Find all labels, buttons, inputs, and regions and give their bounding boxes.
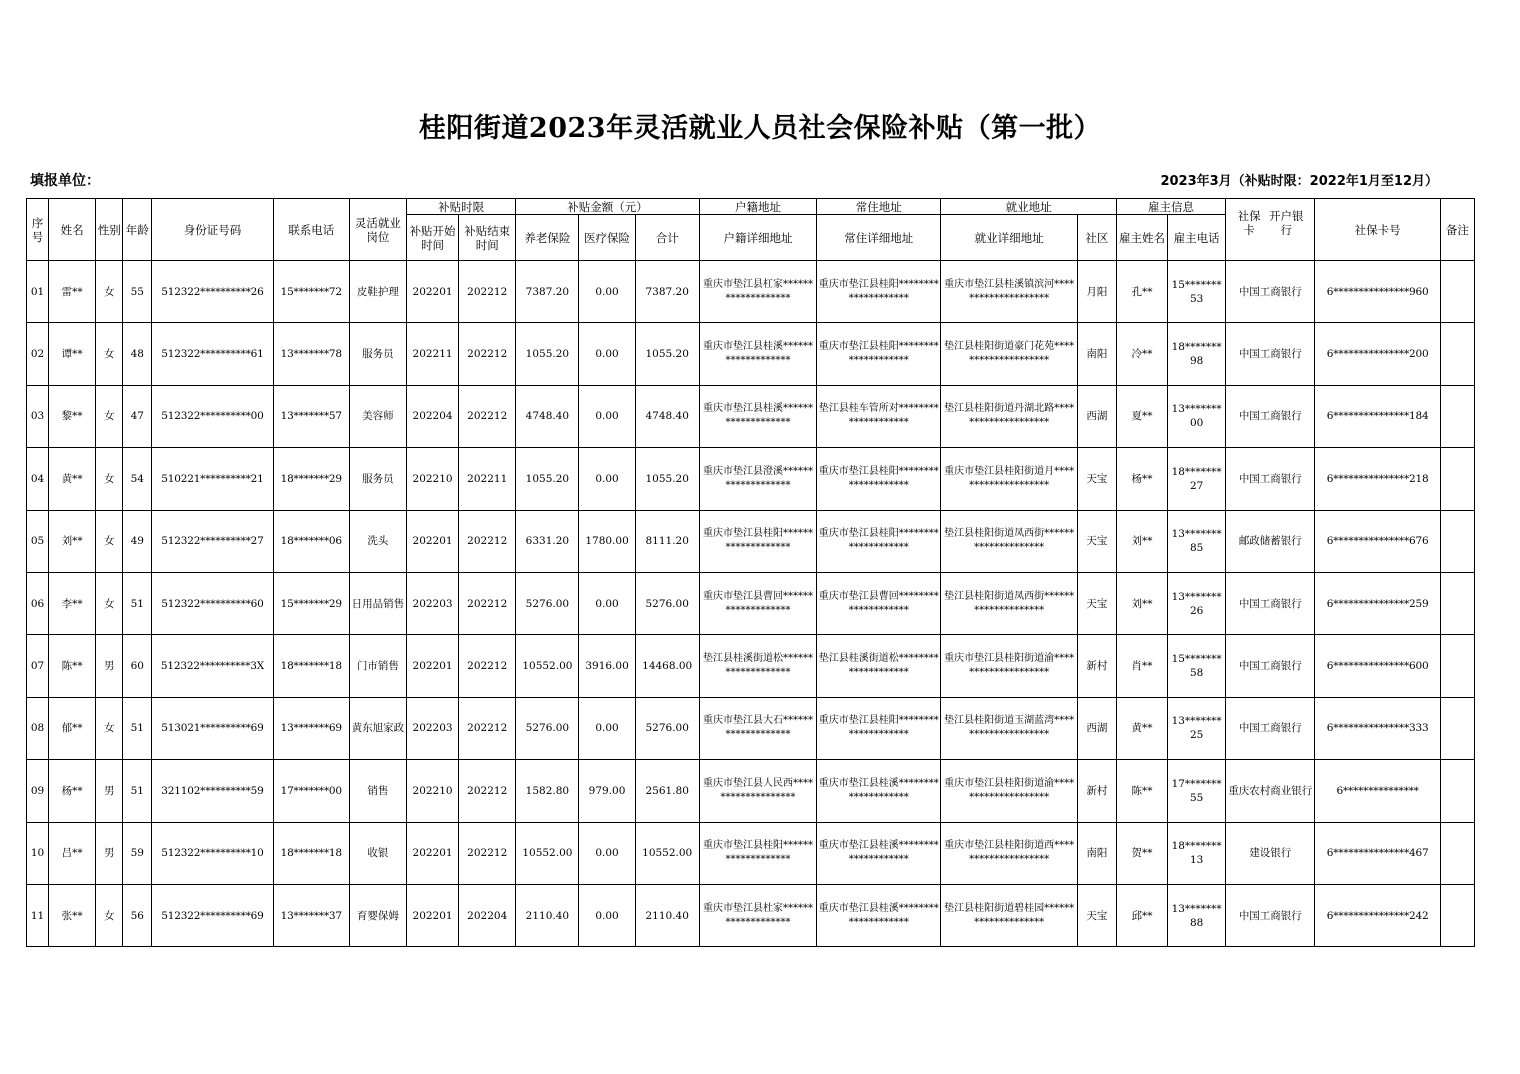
cell-community: 南阳 [1077,323,1116,385]
cell-post: 育婴保姆 [349,884,406,946]
cell-end: 202212 [459,385,516,447]
cell-age: 51 [123,572,152,634]
cell-phone: 13*******69 [273,697,349,759]
cell-post: 皮鞋护理 [349,261,406,323]
table-row [27,261,1475,323]
header-bank-left: 社保卡 [1237,208,1261,237]
cell-total: 2561.80 [635,760,699,822]
cell-employer-phone: 18*******98 [1168,323,1226,385]
cell-changzhu-address: 重庆市垫江县桂阳******************** [817,323,941,385]
cell-phone: 17*******00 [273,760,349,822]
cell-pension: 7387.20 [516,261,579,323]
cell-phone: 18*******18 [273,635,349,697]
cell-remark [1440,697,1474,759]
cell-jiuye-address: 垫江县桂阳街道玉湖蓝湾******************** [941,697,1077,759]
cell-end: 202212 [459,323,516,385]
cell-remark [1440,261,1474,323]
cell-end: 202212 [459,572,516,634]
cell-medical: 1780.00 [579,510,635,572]
cell-pension: 1055.20 [516,448,579,510]
page-title: 桂阳街道2023年灵活就业人员社会保险补贴（第一批） [418,113,1102,144]
cell-id: 512322**********3X [152,635,273,697]
header-bank-split [1227,209,1313,237]
cell-seq: 05 [27,510,49,572]
cell-community: 西湖 [1077,385,1116,447]
cell-changzhu-address: 垫江县桂溪街道松******************** [817,635,941,697]
cell-age: 47 [123,385,152,447]
cell-name: 黎** [49,385,96,447]
cell-community: 天宝 [1077,510,1116,572]
cell-employer-name: 刘** [1116,572,1167,634]
cell-employer-phone: 13*******00 [1168,385,1226,447]
cell-post: 服务员 [349,448,406,510]
cell-changzhu-address: 重庆市垫江县桂阳******************** [817,510,941,572]
header-medical: 医疗保险 [579,215,635,261]
cell-employer-name: 孔** [1116,261,1167,323]
cell-phone: 15*******72 [273,261,349,323]
cell-remark [1440,760,1474,822]
cell-id: 512322**********61 [152,323,273,385]
table-body [27,261,1475,947]
cell-pension: 2110.40 [516,884,579,946]
header-employer-phone: 雇主电话 [1168,215,1226,261]
table-row [27,448,1475,510]
cell-total: 5276.00 [635,697,699,759]
cell-id: 512322**********00 [152,385,273,447]
header-employer-group: 雇主信息 [1116,199,1225,215]
cell-name: 张** [49,884,96,946]
cell-gender: 女 [96,572,123,634]
cell-phone: 15*******29 [273,572,349,634]
cell-seq: 06 [27,572,49,634]
cell-pension: 5276.00 [516,572,579,634]
table-row [27,822,1475,884]
cell-huji-address: 重庆市垫江县杜家******************* [699,884,816,946]
cell-seq: 08 [27,697,49,759]
cell-huji-address: 重庆市垫江县杠家******************* [699,261,816,323]
cell-pension: 10552.00 [516,822,579,884]
cell-card: 6***************600 [1315,635,1440,697]
header-gender: 性别 [96,199,123,261]
cell-medical: 3916.00 [579,635,635,697]
cell-end: 202212 [459,760,516,822]
cell-post: 服务员 [349,323,406,385]
cell-employer-name: 刘** [1116,510,1167,572]
cell-end: 202212 [459,261,516,323]
cell-start: 202203 [407,697,459,759]
cell-card: 6***************200 [1315,323,1440,385]
cell-seq: 11 [27,884,49,946]
cell-name: 陈** [49,635,96,697]
table-row [27,385,1475,447]
cell-name: 谭** [49,323,96,385]
cell-huji-address: 重庆市垫江县澄溪******************* [699,448,816,510]
header-card: 社保卡号 [1315,199,1440,261]
cell-start: 202201 [407,822,459,884]
header-row-group [27,199,1475,215]
cell-phone: 13*******37 [273,884,349,946]
cell-changzhu-address: 重庆市垫江县桂溪******************** [817,822,941,884]
reporting-unit-label: 填报单位： [30,173,100,189]
cell-post: 日用品销售 [349,572,406,634]
cell-huji-address: 重庆市垫江县曹回******************* [699,572,816,634]
cell-jiuye-address: 重庆市垫江县桂阳街道月******************** [941,448,1077,510]
cell-jiuye-address: 垫江县桂阳街道碧桂园******************** [941,884,1077,946]
cell-community: 月阳 [1077,261,1116,323]
cell-gender: 男 [96,635,123,697]
cell-name: 黄** [49,448,96,510]
cell-remark [1440,385,1474,447]
cell-employer-phone: 15*******58 [1168,635,1226,697]
cell-start: 202201 [407,635,459,697]
cell-age: 54 [123,448,152,510]
header-jiuye-group: 就业地址 [941,199,1116,215]
cell-seq: 09 [27,760,49,822]
cell-huji-address: 重庆市垫江县大石******************* [699,697,816,759]
cell-total: 4748.40 [635,385,699,447]
cell-seq: 01 [27,261,49,323]
cell-huji-address: 重庆市垫江县桂溪******************* [699,385,816,447]
cell-community: 新村 [1077,635,1116,697]
cell-jiuye-address: 重庆市垫江县桂阳街道西******************** [941,822,1077,884]
cell-medical: 0.00 [579,697,635,759]
cell-employer-phone: 18*******27 [1168,448,1226,510]
cell-bank: 中国工商银行 [1226,448,1315,510]
cell-employer-name: 冷** [1116,323,1167,385]
cell-pension: 4748.40 [516,385,579,447]
table-row [27,697,1475,759]
cell-age: 56 [123,884,152,946]
cell-remark [1440,510,1474,572]
cell-name: 郁** [49,697,96,759]
cell-id: 512322**********10 [152,822,273,884]
cell-name: 杨** [49,760,96,822]
cell-start: 202201 [407,261,459,323]
cell-card: 6***************259 [1315,572,1440,634]
cell-huji-address: 重庆市垫江县桂阳******************* [699,510,816,572]
cell-card: 6***************218 [1315,448,1440,510]
cell-post: 门市销售 [349,635,406,697]
cell-id: 512322**********27 [152,510,273,572]
cell-employer-name: 黄** [1116,697,1167,759]
table-row [27,572,1475,634]
cell-gender: 女 [96,323,123,385]
header-huji-detail: 户籍详细地址 [699,215,816,261]
cell-end: 202211 [459,448,516,510]
cell-jiuye-address: 重庆市垫江县桂阳街道渝******************** [941,760,1077,822]
cell-post: 收银 [349,822,406,884]
header-remark: 备注 [1440,199,1474,261]
cell-remark [1440,884,1474,946]
cell-bank: 中国工商银行 [1226,884,1315,946]
cell-card: 6***************676 [1315,510,1440,572]
cell-jiuye-address: 重庆市垫江县桂溪镇滨河******************** [941,261,1077,323]
cell-start: 202204 [407,385,459,447]
cell-phone: 13*******57 [273,385,349,447]
cell-remark [1440,448,1474,510]
cell-seq: 03 [27,385,49,447]
cell-bank: 中国工商银行 [1226,572,1315,634]
cell-medical: 0.00 [579,323,635,385]
header-post: 灵活就业岗位 [349,199,406,261]
cell-card: 6***************467 [1315,822,1440,884]
header-phone: 联系电话 [273,199,349,261]
cell-age: 51 [123,760,152,822]
cell-id: 512322**********26 [152,261,273,323]
cell-bank: 中国工商银行 [1226,323,1315,385]
header-bank [1226,199,1315,261]
cell-medical: 0.00 [579,884,635,946]
cell-end: 202212 [459,697,516,759]
cell-card: 6*************** [1315,760,1440,822]
cell-age: 48 [123,323,152,385]
cell-huji-address: 重庆市垫江县桂阳******************* [699,822,816,884]
cell-name: 刘** [49,510,96,572]
cell-changzhu-address: 重庆市垫江县桂溪******************** [817,884,941,946]
table-row [27,510,1475,572]
cell-pension: 6331.20 [516,510,579,572]
cell-id: 513021**********69 [152,697,273,759]
cell-employer-name: 陈** [1116,760,1167,822]
cell-card: 6***************184 [1315,385,1440,447]
cell-employer-name: 肖** [1116,635,1167,697]
cell-remark [1440,572,1474,634]
cell-post: 销售 [349,760,406,822]
cell-bank: 中国工商银行 [1226,261,1315,323]
cell-pension: 10552.00 [516,635,579,697]
cell-start: 202210 [407,448,459,510]
cell-age: 60 [123,635,152,697]
cell-employer-phone: 13*******25 [1168,697,1226,759]
cell-employer-phone: 13*******26 [1168,572,1226,634]
cell-jiuye-address: 垫江县桂阳街道凤西街******************** [941,510,1077,572]
cell-gender: 女 [96,261,123,323]
cell-pension: 5276.00 [516,697,579,759]
table-row [27,760,1475,822]
cell-employer-phone: 13*******85 [1168,510,1226,572]
cell-medical: 0.00 [579,572,635,634]
cell-phone: 13*******78 [273,323,349,385]
table-row [27,635,1475,697]
cell-bank: 中国工商银行 [1226,385,1315,447]
cell-huji-address: 垫江县桂溪街道松******************* [699,635,816,697]
header-employer-name: 雇主姓名 [1116,215,1167,261]
cell-employer-name: 贺** [1116,822,1167,884]
cell-bank: 邮政储蓄银行 [1226,510,1315,572]
cell-total: 1055.20 [635,323,699,385]
cell-start: 202201 [407,884,459,946]
cell-remark [1440,635,1474,697]
cell-end: 202212 [459,635,516,697]
cell-bank: 中国工商银行 [1226,697,1315,759]
cell-jiuye-address: 垫江县桂阳街道丹湖北路******************** [941,385,1077,447]
header-changzhu-detail: 常住详细地址 [817,215,941,261]
cell-total: 8111.20 [635,510,699,572]
cell-name: 吕** [49,822,96,884]
cell-community: 天宝 [1077,884,1116,946]
header-end: 补贴结束时间 [459,215,516,261]
header-seq: 序号 [27,199,49,261]
cell-total: 10552.00 [635,822,699,884]
cell-community: 天宝 [1077,448,1116,510]
cell-start: 202210 [407,760,459,822]
cell-name: 李** [49,572,96,634]
header-amount-group: 补贴金额（元） [516,199,700,215]
cell-total: 2110.40 [635,884,699,946]
header-community: 社区 [1077,215,1116,261]
cell-end: 202212 [459,822,516,884]
cell-start: 202211 [407,323,459,385]
cell-changzhu-address: 重庆市垫江县曹回******************** [817,572,941,634]
cell-bank: 重庆农村商业银行 [1226,760,1315,822]
cell-gender: 女 [96,448,123,510]
cell-gender: 男 [96,822,123,884]
cell-pension: 1582.80 [516,760,579,822]
cell-id: 512322**********69 [152,884,273,946]
cell-phone: 18*******29 [273,448,349,510]
header-id: 身份证号码 [152,199,273,261]
cell-changzhu-address: 重庆市垫江县桂阳******************** [817,261,941,323]
cell-employer-phone: 15*******53 [1168,261,1226,323]
cell-medical: 0.00 [579,822,635,884]
cell-remark [1440,323,1474,385]
header-age: 年龄 [123,199,152,261]
cell-post: 黄东旭家政 [349,697,406,759]
report-period: 2023年3月（补贴时限：2022年1月至12月） [1160,174,1438,189]
cell-age: 49 [123,510,152,572]
header-changzhu-group: 常住地址 [817,199,941,215]
cell-employer-phone: 18*******13 [1168,822,1226,884]
cell-huji-address: 重庆市垫江县桂溪******************* [699,323,816,385]
cell-medical: 979.00 [579,760,635,822]
header-period-group: 补贴时限 [407,199,516,215]
header-pension: 养老保险 [516,215,579,261]
cell-total: 5276.00 [635,572,699,634]
cell-changzhu-address: 重庆市垫江县桂阳******************** [817,448,941,510]
cell-name: 雷** [49,261,96,323]
cell-community: 西湖 [1077,697,1116,759]
cell-gender: 女 [96,510,123,572]
cell-employer-phone: 17*******55 [1168,760,1226,822]
cell-changzhu-address: 重庆市垫江县桂溪******************** [817,760,941,822]
cell-gender: 女 [96,697,123,759]
cell-gender: 男 [96,760,123,822]
cell-medical: 0.00 [579,385,635,447]
cell-phone: 18*******06 [273,510,349,572]
cell-seq: 10 [27,822,49,884]
cell-bank: 建设银行 [1226,822,1315,884]
cell-card: 6***************242 [1315,884,1440,946]
cell-age: 55 [123,261,152,323]
cell-community: 天宝 [1077,572,1116,634]
cell-pension: 1055.20 [516,323,579,385]
cell-id: 512322**********60 [152,572,273,634]
cell-phone: 18*******18 [273,822,349,884]
cell-id: 510221**********21 [152,448,273,510]
cell-employer-name: 夏** [1116,385,1167,447]
cell-employer-phone: 13*******88 [1168,884,1226,946]
cell-medical: 0.00 [579,448,635,510]
cell-huji-address: 重庆市垫江县人民西******************* [699,760,816,822]
table-row [27,323,1475,385]
header-bank-right: 开户银行 [1268,208,1304,237]
cell-remark [1440,822,1474,884]
cell-card: 6***************960 [1315,261,1440,323]
cell-gender: 女 [96,385,123,447]
cell-age: 59 [123,822,152,884]
cell-seq: 02 [27,323,49,385]
cell-end: 202204 [459,884,516,946]
cell-jiuye-address: 垫江县桂阳街道豪门花苑******************** [941,323,1077,385]
cell-employer-name: 邱** [1116,884,1167,946]
cell-community: 新村 [1077,760,1116,822]
cell-end: 202212 [459,510,516,572]
cell-total: 1055.20 [635,448,699,510]
cell-id: 321102**********59 [152,760,273,822]
cell-medical: 0.00 [579,261,635,323]
cell-seq: 04 [27,448,49,510]
cell-community: 南阳 [1077,822,1116,884]
cell-gender: 女 [96,884,123,946]
header-name: 姓名 [49,199,96,261]
cell-start: 202201 [407,510,459,572]
header-jiuye-detail: 就业详细地址 [941,215,1077,261]
cell-total: 7387.20 [635,261,699,323]
header-start: 补贴开始时间 [407,215,459,261]
cell-changzhu-address: 垫江县桂车管所对******************** [817,385,941,447]
cell-jiuye-address: 垫江县桂阳街道凤西街******************** [941,572,1077,634]
cell-jiuye-address: 重庆市垫江县桂阳街道渝******************** [941,635,1077,697]
cell-post: 洗头 [349,510,406,572]
cell-total: 14468.00 [635,635,699,697]
cell-bank: 中国工商银行 [1226,635,1315,697]
subsidy-table [26,198,1475,947]
cell-seq: 07 [27,635,49,697]
cell-card: 6***************333 [1315,697,1440,759]
cell-changzhu-address: 重庆市垫江县桂阳******************** [817,697,941,759]
cell-employer-name: 杨** [1116,448,1167,510]
cell-post: 美容师 [349,385,406,447]
cell-start: 202203 [407,572,459,634]
cell-age: 51 [123,697,152,759]
header-total: 合计 [635,215,699,261]
header-huji-group: 户籍地址 [699,199,816,215]
table-row [27,884,1475,946]
